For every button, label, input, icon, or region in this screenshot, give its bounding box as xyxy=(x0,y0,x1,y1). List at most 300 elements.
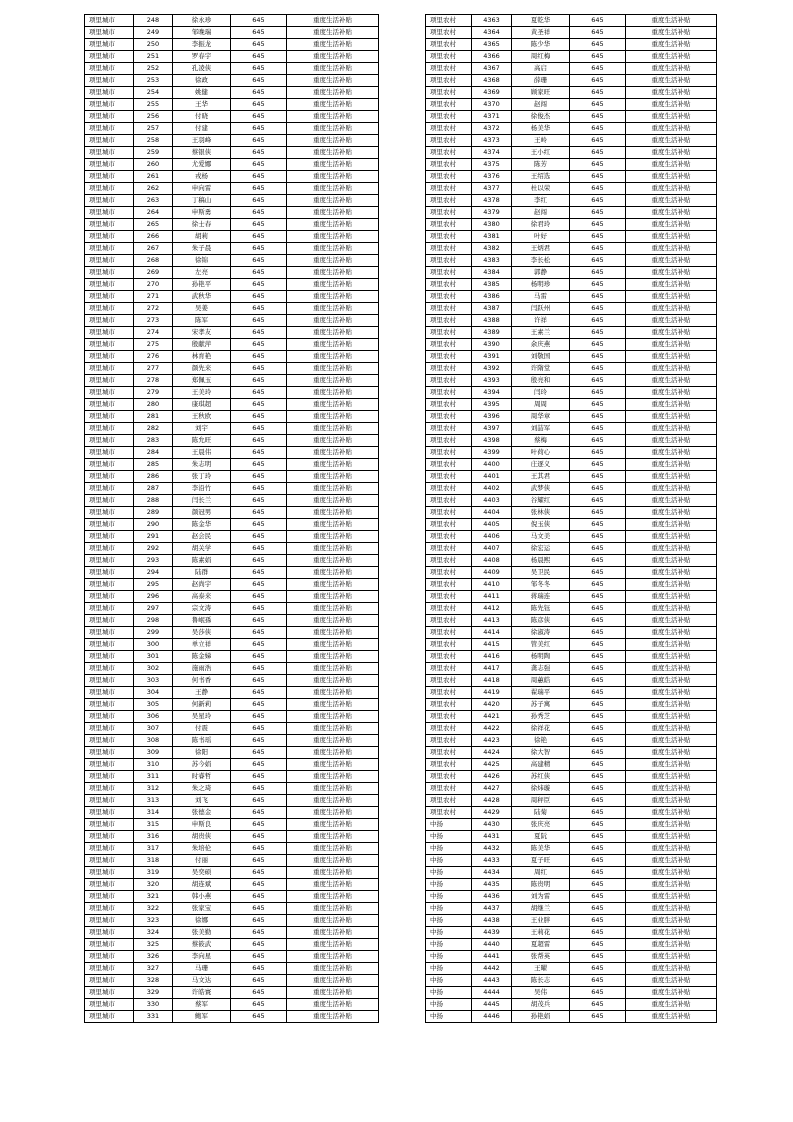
subsidy-type-cell: 重度生活补贴 xyxy=(626,399,717,411)
table-row xyxy=(85,567,379,579)
amount-cell: 645 xyxy=(231,471,287,483)
amount-cell: 645 xyxy=(231,351,287,363)
person-name-cell: 薛珊 xyxy=(512,75,570,87)
person-name-cell: 杨明珍 xyxy=(512,279,570,291)
amount-cell: 645 xyxy=(231,795,287,807)
person-name-cell: 陈芳 xyxy=(512,159,570,171)
person-name-cell: 杨晨熙 xyxy=(512,555,570,567)
subsidy-type-cell: 重度生活补贴 xyxy=(626,111,717,123)
table-row xyxy=(85,471,379,483)
table-row xyxy=(426,531,717,543)
serial-number-cell: 331 xyxy=(134,1011,173,1023)
serial-number-cell: 4404 xyxy=(472,507,512,519)
person-name-cell: 郭静 xyxy=(512,267,570,279)
amount-cell: 645 xyxy=(570,639,626,651)
amount-cell: 645 xyxy=(570,975,626,987)
amount-cell: 645 xyxy=(231,135,287,147)
serial-number-cell: 4416 xyxy=(472,651,512,663)
amount-cell: 645 xyxy=(231,999,287,1011)
table-row xyxy=(85,135,379,147)
region-cell: 项里城市 xyxy=(85,867,134,879)
person-name-cell: 孙艳平 xyxy=(173,279,231,291)
region-cell: 中扬 xyxy=(426,867,472,879)
serial-number-cell: 4430 xyxy=(472,819,512,831)
subsidy-type-cell: 重度生活补贴 xyxy=(287,171,379,183)
amount-cell: 645 xyxy=(231,303,287,315)
amount-cell: 645 xyxy=(231,879,287,891)
region-cell: 项里农村 xyxy=(426,111,472,123)
serial-number-cell: 255 xyxy=(134,99,173,111)
region-cell: 项里城市 xyxy=(85,723,134,735)
region-cell: 项里城市 xyxy=(85,579,134,591)
person-name-cell: 马珊 xyxy=(173,963,231,975)
table-row xyxy=(85,363,379,375)
subsidy-type-cell: 重度生活补贴 xyxy=(287,387,379,399)
subsidy-type-cell: 重度生活补贴 xyxy=(626,1011,717,1023)
table-row xyxy=(426,771,717,783)
subsidy-type-cell: 重度生活补贴 xyxy=(287,843,379,855)
region-cell: 项里城市 xyxy=(85,99,134,111)
subsidy-type-cell: 重度生活补贴 xyxy=(287,867,379,879)
region-cell: 项里城市 xyxy=(85,651,134,663)
amount-cell: 645 xyxy=(570,927,626,939)
serial-number-cell: 4436 xyxy=(472,891,512,903)
region-cell: 项里农村 xyxy=(426,171,472,183)
serial-number-cell: 303 xyxy=(134,675,173,687)
subsidy-type-cell: 重度生活补贴 xyxy=(287,123,379,135)
person-name-cell: 徐大智 xyxy=(512,747,570,759)
table-row xyxy=(426,219,717,231)
subsidy-type-cell: 重度生活补贴 xyxy=(626,447,717,459)
table-row xyxy=(426,267,717,279)
person-name-cell: 张帮英 xyxy=(512,951,570,963)
table-row xyxy=(85,27,379,39)
subsidy-type-cell: 重度生活补贴 xyxy=(626,615,717,627)
serial-number-cell: 293 xyxy=(134,555,173,567)
person-name-cell: 龚志强 xyxy=(512,663,570,675)
serial-number-cell: 322 xyxy=(134,903,173,915)
region-cell: 项里城市 xyxy=(85,267,134,279)
table-row xyxy=(85,615,379,627)
region-cell: 项里城市 xyxy=(85,903,134,915)
amount-cell: 645 xyxy=(231,567,287,579)
region-cell: 项里城市 xyxy=(85,315,134,327)
person-name-cell: 徐君玲 xyxy=(512,219,570,231)
region-cell: 中扬 xyxy=(426,963,472,975)
serial-number-cell: 4414 xyxy=(472,627,512,639)
subsidy-type-cell: 重度生活补贴 xyxy=(287,195,379,207)
region-cell: 项里农村 xyxy=(426,615,472,627)
subsidy-type-cell: 重度生活补贴 xyxy=(287,99,379,111)
serial-number-cell: 4424 xyxy=(472,747,512,759)
amount-cell: 645 xyxy=(570,183,626,195)
person-name-cell: 苏红侠 xyxy=(512,771,570,783)
amount-cell: 645 xyxy=(231,363,287,375)
person-name-cell: 吴伟 xyxy=(512,987,570,999)
serial-number-cell: 248 xyxy=(134,15,173,27)
table-row xyxy=(426,723,717,735)
person-name-cell: 胡连斌 xyxy=(173,879,231,891)
serial-number-cell: 4375 xyxy=(472,159,512,171)
region-cell: 项里城市 xyxy=(85,519,134,531)
amount-cell: 645 xyxy=(231,615,287,627)
table-row xyxy=(426,591,717,603)
table-row xyxy=(85,867,379,879)
table-row xyxy=(426,663,717,675)
region-cell: 项里农村 xyxy=(426,495,472,507)
region-cell: 项里城市 xyxy=(85,819,134,831)
table-row xyxy=(426,711,717,723)
amount-cell: 645 xyxy=(570,723,626,735)
subsidy-type-cell: 重度生活补贴 xyxy=(626,135,717,147)
subsidy-type-cell: 重度生活补贴 xyxy=(626,711,717,723)
amount-cell: 645 xyxy=(570,483,626,495)
amount-cell: 645 xyxy=(231,747,287,759)
table-row xyxy=(85,723,379,735)
region-cell: 项里农村 xyxy=(426,291,472,303)
person-name-cell: 张美勤 xyxy=(173,927,231,939)
person-name-cell: 王晨伟 xyxy=(173,447,231,459)
subsidy-type-cell: 重度生活补贴 xyxy=(626,555,717,567)
region-cell: 项里农村 xyxy=(426,687,472,699)
table-row xyxy=(85,687,379,699)
region-cell: 项里农村 xyxy=(426,411,472,423)
region-cell: 项里城市 xyxy=(85,483,134,495)
amount-cell: 645 xyxy=(570,843,626,855)
serial-number-cell: 4438 xyxy=(472,915,512,927)
serial-number-cell: 4367 xyxy=(472,63,512,75)
region-cell: 项里农村 xyxy=(426,27,472,39)
person-name-cell: 高建精 xyxy=(512,759,570,771)
table-row xyxy=(85,231,379,243)
subsidy-type-cell: 重度生活补贴 xyxy=(287,831,379,843)
serial-number-cell: 278 xyxy=(134,375,173,387)
table-row xyxy=(85,891,379,903)
person-name-cell: 林育艳 xyxy=(173,351,231,363)
amount-cell: 645 xyxy=(570,1011,626,1023)
serial-number-cell: 258 xyxy=(134,135,173,147)
person-name-cell: 戎杨 xyxy=(173,171,231,183)
serial-number-cell: 284 xyxy=(134,447,173,459)
table-row xyxy=(85,63,379,75)
amount-cell: 645 xyxy=(570,519,626,531)
region-cell: 项里城市 xyxy=(85,939,134,951)
region-cell: 项里农村 xyxy=(426,603,472,615)
person-name-cell: 尤爱娜 xyxy=(173,159,231,171)
amount-cell: 645 xyxy=(231,579,287,591)
region-cell: 项里城市 xyxy=(85,831,134,843)
table-row xyxy=(426,135,717,147)
amount-cell: 645 xyxy=(570,759,626,771)
table-row xyxy=(85,771,379,783)
table-row xyxy=(85,963,379,975)
person-name-cell: 宗文涛 xyxy=(173,603,231,615)
person-name-cell: 王业胖 xyxy=(512,915,570,927)
person-name-cell: 徐宏运 xyxy=(512,543,570,555)
table-row xyxy=(426,951,717,963)
serial-number-cell: 261 xyxy=(134,171,173,183)
person-name-cell: 鲍军 xyxy=(173,1011,231,1023)
subsidy-type-cell: 重度生活补贴 xyxy=(626,891,717,903)
subsidy-type-cell: 重度生活补贴 xyxy=(287,459,379,471)
region-cell: 项里城市 xyxy=(85,135,134,147)
subsidy-type-cell: 重度生活补贴 xyxy=(626,675,717,687)
table-row xyxy=(426,147,717,159)
table-row xyxy=(85,87,379,99)
subsidy-type-cell: 重度生活补贴 xyxy=(287,579,379,591)
subsidy-type-cell: 重度生活补贴 xyxy=(626,759,717,771)
table-row xyxy=(85,531,379,543)
serial-number-cell: 288 xyxy=(134,495,173,507)
subsidy-type-cell: 重度生活补贴 xyxy=(626,723,717,735)
table-row xyxy=(85,423,379,435)
table-row xyxy=(426,675,717,687)
region-cell: 项里城市 xyxy=(85,783,134,795)
amount-cell: 645 xyxy=(231,243,287,255)
table-row xyxy=(426,315,717,327)
table-row xyxy=(426,975,717,987)
serial-number-cell: 4446 xyxy=(472,1011,512,1023)
serial-number-cell: 305 xyxy=(134,699,173,711)
person-name-cell: 朱培伦 xyxy=(173,843,231,855)
region-cell: 项里城市 xyxy=(85,447,134,459)
region-cell: 项里城市 xyxy=(85,543,134,555)
person-name-cell: 王羽峰 xyxy=(173,135,231,147)
subsidy-type-cell: 重度生活补贴 xyxy=(287,759,379,771)
person-name-cell: 王美玲 xyxy=(173,387,231,399)
amount-cell: 645 xyxy=(570,879,626,891)
region-cell: 项里城市 xyxy=(85,1011,134,1023)
serial-number-cell: 4397 xyxy=(472,423,512,435)
subsidy-type-cell: 重度生活补贴 xyxy=(626,819,717,831)
serial-number-cell: 309 xyxy=(134,747,173,759)
table-row xyxy=(426,483,717,495)
subsidy-type-cell: 重度生活补贴 xyxy=(626,639,717,651)
amount-cell: 645 xyxy=(231,807,287,819)
subsidy-type-cell: 重度生活补贴 xyxy=(626,411,717,423)
person-name-cell: 罗春宇 xyxy=(173,51,231,63)
region-cell: 项里农村 xyxy=(426,15,472,27)
amount-cell: 645 xyxy=(231,315,287,327)
table-row xyxy=(85,219,379,231)
person-name-cell: 陈金华 xyxy=(173,519,231,531)
amount-cell: 645 xyxy=(570,747,626,759)
table-row xyxy=(85,579,379,591)
person-name-cell: 王小红 xyxy=(512,147,570,159)
amount-cell: 645 xyxy=(231,843,287,855)
serial-number-cell: 4409 xyxy=(472,567,512,579)
subsidy-type-cell: 重度生活补贴 xyxy=(626,435,717,447)
person-name-cell: 时睿哲 xyxy=(173,771,231,783)
region-cell: 项里城市 xyxy=(85,87,134,99)
person-name-cell: 蔡筱武 xyxy=(173,939,231,951)
person-name-cell: 徐娜 xyxy=(173,915,231,927)
subsidy-type-cell: 重度生活补贴 xyxy=(287,723,379,735)
serial-number-cell: 260 xyxy=(134,159,173,171)
person-name-cell: 朱子晨 xyxy=(173,243,231,255)
subsidy-type-cell: 重度生活补贴 xyxy=(626,375,717,387)
subsidy-type-cell: 重度生活补贴 xyxy=(626,843,717,855)
amount-cell: 645 xyxy=(231,219,287,231)
subsidy-type-cell: 重度生活补贴 xyxy=(287,531,379,543)
region-cell: 项里城市 xyxy=(85,435,134,447)
region-cell: 项里城市 xyxy=(85,711,134,723)
table-row xyxy=(426,279,717,291)
subsidy-type-cell: 重度生活补贴 xyxy=(626,471,717,483)
table-row xyxy=(85,603,379,615)
region-cell: 项里城市 xyxy=(85,387,134,399)
table-row xyxy=(426,927,717,939)
amount-cell: 645 xyxy=(570,423,626,435)
serial-number-cell: 259 xyxy=(134,147,173,159)
subsidy-type-cell: 重度生活补贴 xyxy=(287,603,379,615)
person-name-cell: 郑佩玉 xyxy=(173,375,231,387)
subsidy-type-cell: 重度生活补贴 xyxy=(626,687,717,699)
region-cell: 中扬 xyxy=(426,927,472,939)
subsidy-type-cell: 重度生活补贴 xyxy=(626,795,717,807)
subsidy-type-cell: 重度生活补贴 xyxy=(626,999,717,1011)
table-row xyxy=(426,75,717,87)
subsidy-type-cell: 重度生活补贴 xyxy=(287,27,379,39)
person-name-cell: 蔡军 xyxy=(173,999,231,1011)
subsidy-type-cell: 重度生活补贴 xyxy=(287,363,379,375)
person-name-cell: 高启 xyxy=(512,63,570,75)
person-name-cell: 朱之琦 xyxy=(173,783,231,795)
region-cell: 项里农村 xyxy=(426,63,472,75)
subsidy-type-cell: 重度生活补贴 xyxy=(626,747,717,759)
region-cell: 项里农村 xyxy=(426,807,472,819)
subsidy-type-cell: 重度生活补贴 xyxy=(287,807,379,819)
serial-number-cell: 4383 xyxy=(472,255,512,267)
person-name-cell: 蔡梅 xyxy=(512,435,570,447)
region-cell: 项里农村 xyxy=(426,531,472,543)
serial-number-cell: 4445 xyxy=(472,999,512,1011)
region-cell: 中扬 xyxy=(426,939,472,951)
subsidy-type-cell: 重度生活补贴 xyxy=(626,879,717,891)
region-cell: 项里农村 xyxy=(426,231,472,243)
region-cell: 项里农村 xyxy=(426,135,472,147)
serial-number-cell: 325 xyxy=(134,939,173,951)
region-cell: 项里农村 xyxy=(426,279,472,291)
region-cell: 项里城市 xyxy=(85,15,134,27)
subsidy-type-cell: 重度生活补贴 xyxy=(287,543,379,555)
amount-cell: 645 xyxy=(570,123,626,135)
region-cell: 项里城市 xyxy=(85,243,134,255)
table-row xyxy=(85,195,379,207)
person-name-cell: 夏超雷 xyxy=(512,939,570,951)
region-cell: 中扬 xyxy=(426,975,472,987)
amount-cell: 645 xyxy=(231,543,287,555)
table-row xyxy=(426,303,717,315)
serial-number-cell: 4390 xyxy=(472,339,512,351)
serial-number-cell: 276 xyxy=(134,351,173,363)
person-name-cell: 何新莉 xyxy=(173,699,231,711)
subsidy-type-cell: 重度生活补贴 xyxy=(287,183,379,195)
subsidy-type-cell: 重度生活补贴 xyxy=(626,591,717,603)
serial-number-cell: 4417 xyxy=(472,663,512,675)
subsidy-type-cell: 重度生活补贴 xyxy=(626,459,717,471)
region-cell: 项里农村 xyxy=(426,207,472,219)
subsidy-type-cell: 重度生活补贴 xyxy=(626,207,717,219)
subsidy-type-cell: 重度生活补贴 xyxy=(287,315,379,327)
serial-number-cell: 327 xyxy=(134,963,173,975)
serial-number-cell: 4368 xyxy=(472,75,512,87)
region-cell: 项里农村 xyxy=(426,87,472,99)
region-cell: 项里农村 xyxy=(426,771,472,783)
amount-cell: 645 xyxy=(570,615,626,627)
serial-number-cell: 4437 xyxy=(472,903,512,915)
amount-cell: 645 xyxy=(231,867,287,879)
region-cell: 项里农村 xyxy=(426,243,472,255)
table-row xyxy=(85,255,379,267)
subsidy-type-cell: 重度生活补贴 xyxy=(626,75,717,87)
serial-number-cell: 4442 xyxy=(472,963,512,975)
amount-cell: 645 xyxy=(231,627,287,639)
serial-number-cell: 4391 xyxy=(472,351,512,363)
region-cell: 项里农村 xyxy=(426,159,472,171)
serial-number-cell: 4433 xyxy=(472,855,512,867)
table-row xyxy=(426,123,717,135)
table-row xyxy=(85,159,379,171)
region-cell: 项里城市 xyxy=(85,771,134,783)
amount-cell: 645 xyxy=(231,87,287,99)
serial-number-cell: 254 xyxy=(134,87,173,99)
region-cell: 项里城市 xyxy=(85,207,134,219)
serial-number-cell: 286 xyxy=(134,471,173,483)
table-row xyxy=(85,1011,379,1023)
amount-cell: 645 xyxy=(231,963,287,975)
serial-number-cell: 4405 xyxy=(472,519,512,531)
person-name-cell: 颜先来 xyxy=(173,363,231,375)
subsidy-type-cell: 重度生活补贴 xyxy=(626,951,717,963)
table-row xyxy=(426,891,717,903)
subsidy-type-cell: 重度生活补贴 xyxy=(287,327,379,339)
person-name-cell: 陈金娣 xyxy=(173,651,231,663)
serial-number-cell: 310 xyxy=(134,759,173,771)
person-name-cell: 张林侠 xyxy=(512,507,570,519)
table-row xyxy=(85,375,379,387)
serial-number-cell: 267 xyxy=(134,243,173,255)
amount-cell: 645 xyxy=(231,411,287,423)
amount-cell: 645 xyxy=(231,279,287,291)
table-row xyxy=(426,819,717,831)
serial-number-cell: 270 xyxy=(134,279,173,291)
person-name-cell: 庄逐义 xyxy=(512,459,570,471)
serial-number-cell: 4379 xyxy=(472,207,512,219)
serial-number-cell: 301 xyxy=(134,651,173,663)
subsidy-type-cell: 重度生活补贴 xyxy=(626,15,717,27)
person-name-cell: 胡茂兵 xyxy=(512,999,570,1011)
amount-cell: 645 xyxy=(231,663,287,675)
region-cell: 中扬 xyxy=(426,819,472,831)
amount-cell: 645 xyxy=(570,207,626,219)
amount-cell: 645 xyxy=(231,447,287,459)
region-cell: 项里农村 xyxy=(426,195,472,207)
person-name-cell: 孙艳娟 xyxy=(512,1011,570,1023)
table-row xyxy=(85,699,379,711)
subsidy-type-cell: 重度生活补贴 xyxy=(287,711,379,723)
subsidy-type-cell: 重度生活补贴 xyxy=(287,267,379,279)
person-name-cell: 张庆亮 xyxy=(512,819,570,831)
region-cell: 项里农村 xyxy=(426,723,472,735)
serial-number-cell: 4399 xyxy=(472,447,512,459)
amount-cell: 645 xyxy=(570,987,626,999)
subsidy-type-cell: 重度生活补贴 xyxy=(287,735,379,747)
amount-cell: 645 xyxy=(570,111,626,123)
table-row xyxy=(426,111,717,123)
table-row xyxy=(85,339,379,351)
region-cell: 项里城市 xyxy=(85,171,134,183)
